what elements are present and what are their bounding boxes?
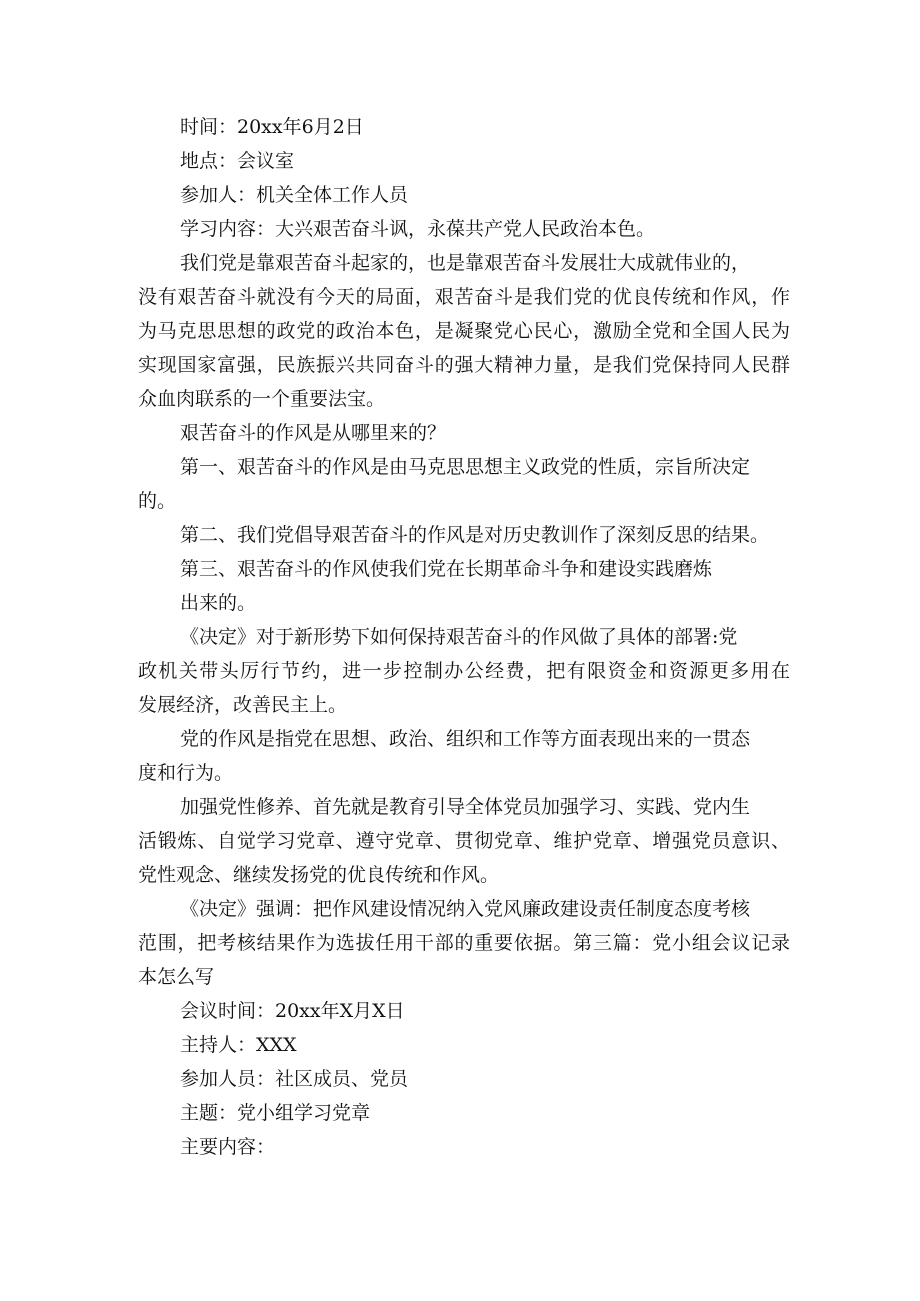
decision-emphasis-line: 《决定》强调：把作风建设情况纳入党风廉政建设责任制度态度考核 (180, 898, 751, 920)
meeting-place-line: 地点：会议室 (180, 150, 295, 172)
topic-line: 主题：党小组学习党章 (180, 1102, 371, 1124)
paragraph-line: 众血肉联系的一个重要法宝。 (138, 388, 386, 410)
study-content-line: 学习内容：大兴艰苦奋斗讽，永葆共产党人民政治本色。 (180, 218, 656, 240)
style-definition-line: 度和行为。 (138, 762, 234, 784)
decision-paragraph-line: 发展经济，改善民主上。 (138, 694, 348, 716)
participants-line: 参加人员：社区成员、党员 (180, 1068, 409, 1090)
attendees-line: 参加人：机关全体工作人员 (180, 184, 409, 206)
main-content-label: 主要内容： (180, 1136, 276, 1158)
decision-paragraph-line: 政机关带头厉行节约，进一步控制办公经费，把有限资金和资源更多用在 (138, 660, 790, 682)
point-one-line: 的。 (138, 490, 177, 512)
party-spirit-line: 活锻炼、自觉学习党章、遵守党章、贯彻党章、维护党章、增强党员意识、 (138, 830, 790, 852)
decision-emphasis-line: 本怎么写 (138, 966, 215, 988)
meeting-time-line: 时间：20xx年6月2日 (180, 116, 364, 138)
style-definition-line: 党的作风是指党在思想、政治、组织和工作等方面表现出来的一贯态 (180, 728, 751, 750)
point-three-line: 出来的。 (180, 592, 257, 614)
party-spirit-line: 党性观念、继续发扬党的优良传统和作风。 (138, 864, 500, 886)
question-heading: 艰苦奋斗的作风是从哪里来的？ (180, 422, 447, 444)
point-one-line: 第一、艰苦奋斗的作风是由马克思思想主义政党的性质，宗旨所决定 (180, 456, 751, 478)
host-line: 主持人：XXX (180, 1034, 297, 1056)
paragraph-line: 实现国家富强，民族振兴共同奋斗的强大精神力量，是我们党保持同人民群 (138, 354, 790, 376)
decision-emphasis-line: 范围，把考核结果作为选拔任用干部的重要依据。第三篇：党小组会议记录 (138, 932, 790, 954)
point-three-line: 第三、艰苦奋斗的作风使我们党在长期革命斗争和建设实践磨炼 (180, 558, 713, 580)
point-two-line: 第二、我们党倡导艰苦奋斗的作风是对历史教训作了深刻反思的结果。 (180, 524, 770, 546)
paragraph-line: 我们党是靠艰苦奋斗起家的，也是靠艰苦奋斗发展壮大成就伟业的， (180, 252, 751, 274)
decision-paragraph-line: 《决定》对于新形势下如何保持艰苦奋斗的作风做了具体的部署:党 (180, 626, 738, 648)
paragraph-line: 为马克思思想的政党的政治本色，是凝聚党心民心，激励全党和全国人民为 (138, 320, 790, 342)
meeting-time-line: 会议时间：20xx年X月X日 (180, 1000, 405, 1022)
party-spirit-line: 加强党性修养、首先就是教育引导全体党员加强学习、实践、党内生 (180, 796, 751, 818)
paragraph-line: 没有艰苦奋斗就没有今天的局面，艰苦奋斗是我们党的优良传统和作风，作 (138, 286, 790, 308)
